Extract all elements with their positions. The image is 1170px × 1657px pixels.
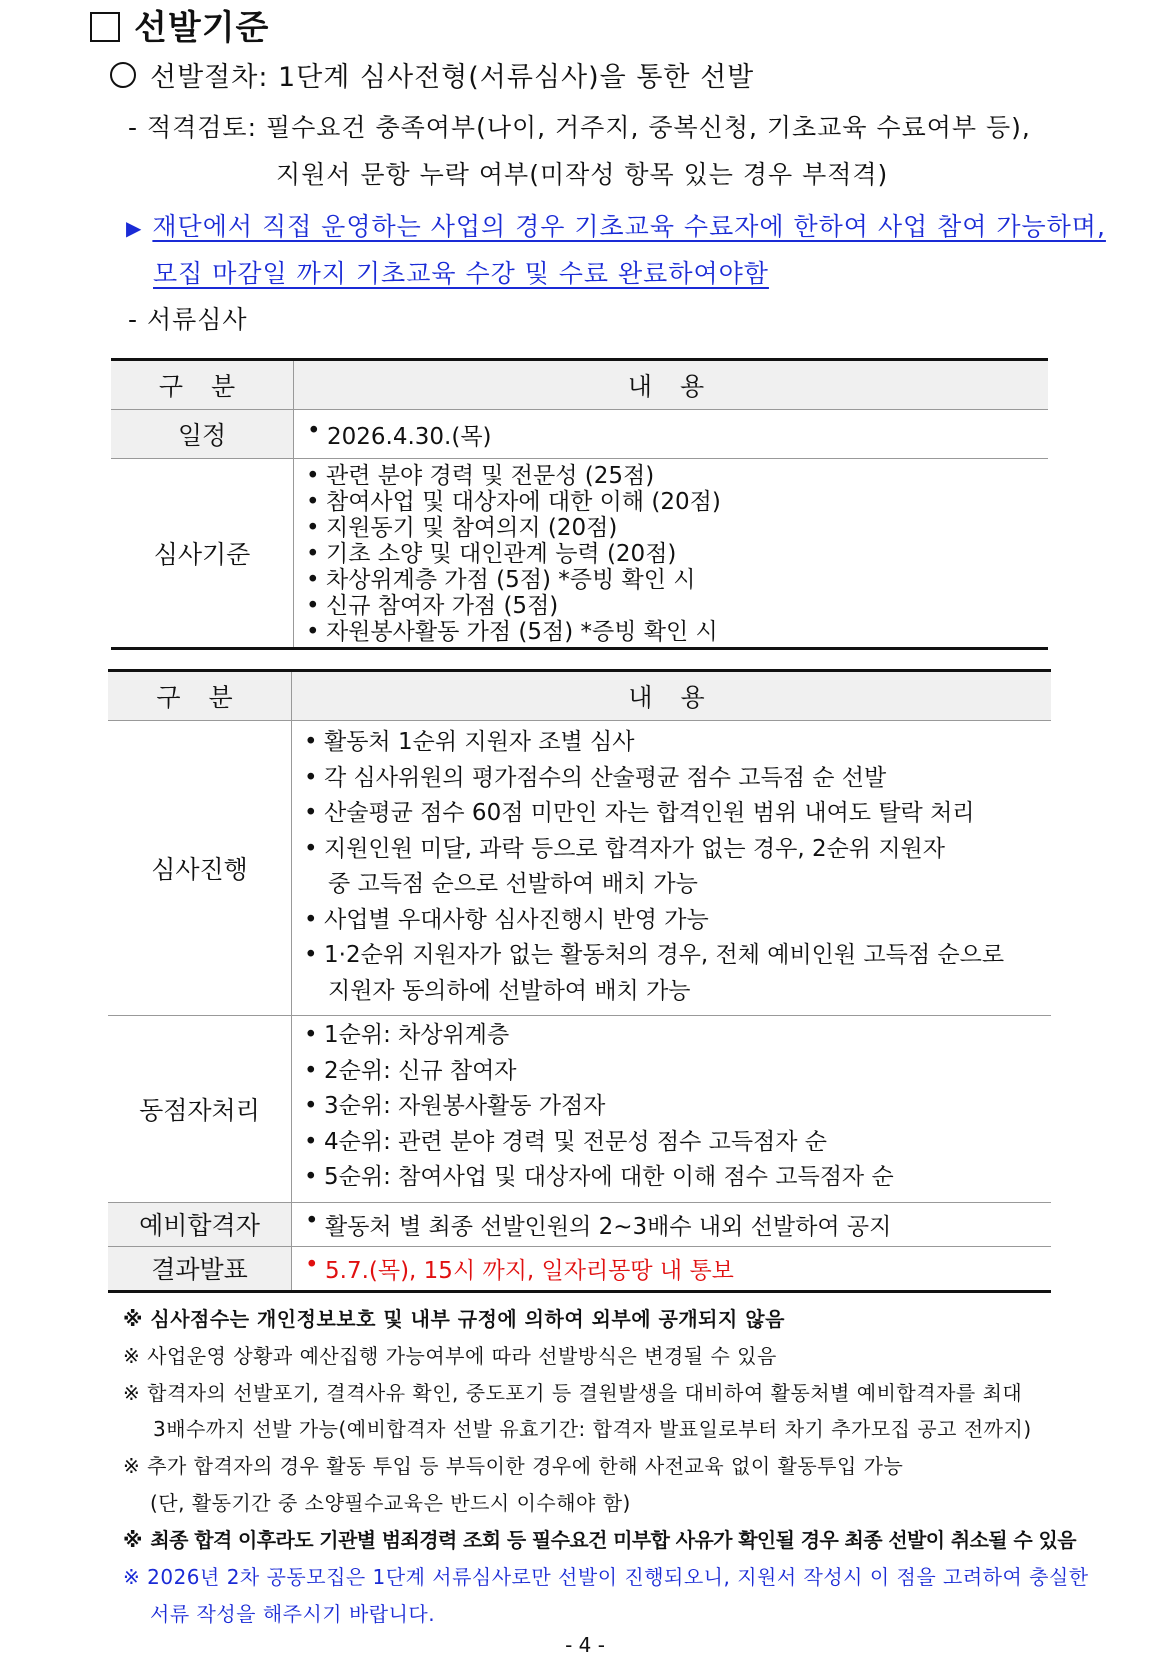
reference-mark-icon: ※ [123, 1307, 143, 1331]
note-3 [123, 1377, 1022, 1406]
note-6-cont: 서류 작성을 해주시기 바랍니다. [150, 1602, 436, 1626]
reserve-item: • 활동처 별 최종 선발인원의 2~3배수 내외 선발하여 공지 [305, 1208, 1050, 1241]
table1-criteria-row [111, 459, 1048, 649]
table1-header-row [111, 360, 1048, 410]
notice-line1 [126, 207, 1106, 243]
review-table-2 [108, 669, 1051, 1293]
procedure-heading [110, 55, 754, 94]
result-item: • 5.7.(목), 15시 까지, 일자리몽땅 내 통보 [305, 1252, 1050, 1285]
tie-content [292, 1016, 1052, 1203]
note-3-cont: 3배수까지 선발 가능(예비합격자 선발 유효기간: 합격자 발표일로부터 차기 추가모집 공고 전까지) [153, 1417, 1032, 1441]
table2-tie-row [108, 1016, 1051, 1203]
criteria-item: • 참여사업 및 대상자에 대한 이해 (20점) [306, 489, 1048, 515]
circle-bullet-icon [110, 62, 136, 88]
progress-item [304, 938, 1051, 1009]
reference-mark-icon: ※ [123, 1381, 141, 1405]
progress-label: 심사진행 [108, 721, 292, 1016]
note-4-cont: (단, 활동기간 중 소양필수교육은 반드시 이수해야 함) [150, 1491, 631, 1515]
tie-item: • 2순위: 신규 참여자 [304, 1054, 1051, 1090]
note-4 [123, 1450, 903, 1479]
schedule-label: 일정 [111, 410, 294, 459]
checkbox-square-icon [90, 12, 120, 42]
reference-mark-icon: ※ [123, 1454, 141, 1478]
result-content [292, 1246, 1052, 1291]
progress-content [292, 721, 1052, 1016]
criteria-item: • 자원봉사활동 가점 (5점) *증빙 확인 시 [306, 619, 1048, 645]
procedure-text: 선발절차: 1단계 심사전형(서류심사)을 통한 선발 [150, 62, 755, 93]
progress-item [304, 832, 1051, 903]
table2-header-content: 내 용 [292, 671, 1052, 721]
schedule-item: • 2026.4.30.(목) [307, 418, 1047, 451]
result-label: 결과발표 [108, 1246, 292, 1291]
table1-header-label: 구 분 [111, 360, 294, 410]
table2-reserve-row [108, 1202, 1051, 1246]
table2-header-row [108, 671, 1051, 721]
eligibility-line2: 지원서 문항 누락 여부(미작성 항목 있는 경우 부적격) [276, 160, 889, 189]
table2-result-row [108, 1246, 1051, 1291]
note-text: 추가 합격자의 경우 활동 투입 등 부득이한 경우에 한해 사전교육 없이 활동투입 가능 [147, 1454, 904, 1478]
section-title-text: 선발기준 [134, 8, 270, 48]
criteria-content [294, 459, 1049, 649]
progress-item: • 산술평균 점수 60점 미만인 자는 합격인원 범위 내여도 탈락 처리 [304, 796, 1051, 832]
review-table-1 [111, 358, 1048, 650]
note-text: 최종 합격 이후라도 기관별 범죄경력 조회 등 필수요건 미부합 사유가 확인될 경우 최종 선발이 취소될 수 있음 [150, 1528, 1076, 1552]
progress-item-text: 1·2순위 지원자가 없는 활동처의 경우, 전체 예비인원 고득점 순으로 [324, 942, 1005, 968]
reserve-content [292, 1202, 1052, 1246]
criteria-item: • 관련 분야 경력 및 전문성 (25점) [306, 463, 1048, 489]
tie-item: • 1순위: 차상위계층 [304, 1018, 1051, 1054]
criteria-item: • 차상위계층 가점 (5점) *증빙 확인 시 [306, 567, 1048, 593]
tie-label: 동점자처리 [108, 1016, 292, 1203]
note-6 [123, 1561, 1089, 1590]
progress-item: • 사업별 우대사항 심사진행시 반영 가능 [304, 903, 1051, 939]
criteria-label: 심사기준 [111, 459, 294, 649]
note-1 [123, 1303, 785, 1332]
progress-item-cont: 중 고득점 순으로 선발하여 배치 가능 [328, 871, 698, 897]
progress-item-text: 지원인원 미달, 과락 등으로 합격자가 없는 경우, 2순위 지원자 [324, 835, 945, 862]
table1-schedule-row [111, 410, 1048, 459]
note-text: 합격자의 선발포기, 결격사유 확인, 중도포기 등 결원발생을 대비하여 활동처별 예비합격자를 최대 [147, 1381, 1023, 1405]
eligibility-line1: - 적격검토: 필수요건 충족여부(나이, 거주지, 중복신청, 기초교육 수료여부 등), [128, 113, 1031, 142]
note-5 [123, 1524, 1076, 1553]
progress-item: • 각 심사위원의 평가점수의 산술평균 점수 고득점 순 선발 [304, 761, 1051, 797]
tie-item: • 4순위: 관련 분야 경력 및 전문성 점수 고득점자 순 [304, 1125, 1051, 1161]
tie-item: • 5순위: 참여사업 및 대상자에 대한 이해 점수 고득점자 순 [304, 1160, 1051, 1196]
tie-item: • 3순위: 자원봉사활동 가점자 [304, 1089, 1051, 1125]
page-number: - 4 - [565, 1633, 605, 1657]
criteria-item: • 지원동기 및 참여의지 (20점) [306, 515, 1048, 541]
progress-item-cont: 지원자 동의하에 선발하여 배치 가능 [328, 977, 691, 1004]
reserve-label: 예비합격자 [108, 1202, 292, 1246]
reference-mark-icon: ※ [123, 1528, 143, 1552]
schedule-content [294, 410, 1049, 459]
section-title [90, 0, 269, 49]
table1-header-content: 내 용 [294, 360, 1049, 410]
notice-line2 [153, 254, 769, 290]
reference-mark-icon: ※ [123, 1344, 141, 1368]
triangle-pointer-icon: ▶ [126, 216, 143, 240]
reference-mark-icon: ※ [123, 1565, 141, 1589]
note-2 [123, 1340, 777, 1369]
doc-review-heading: - 서류심사 [128, 305, 248, 334]
notice-text-1: 재단에서 직접 운영하는 사업의 경우 기초교육 수료자에 한하여 사업 참여 가능하며, [152, 212, 1106, 241]
criteria-item: • 기초 소양 및 대인관계 능력 (20점) [306, 541, 1048, 567]
progress-item: • 활동처 1순위 지원자 조별 심사 [304, 725, 1051, 761]
note-text: 사업운영 상황과 예산집행 가능여부에 따라 선발방식은 변경될 수 있음 [147, 1344, 777, 1368]
table2-progress-row [108, 721, 1051, 1016]
note-text: 2026년 2차 공동모집은 1단계 서류심사로만 선발이 진행되오니, 지원서 작성시 이 점을 고려하여 충실한 [147, 1565, 1089, 1589]
criteria-item: • 신규 참여자 가점 (5점) [306, 593, 1048, 619]
table2-header-label: 구 분 [108, 671, 292, 721]
notice-text-2: 모집 마감일 까지 기초교육 수강 및 수료 완료하여야함 [153, 259, 769, 288]
note-text: 심사점수는 개인정보보호 및 내부 규정에 의하여 외부에 공개되지 않음 [150, 1307, 785, 1331]
